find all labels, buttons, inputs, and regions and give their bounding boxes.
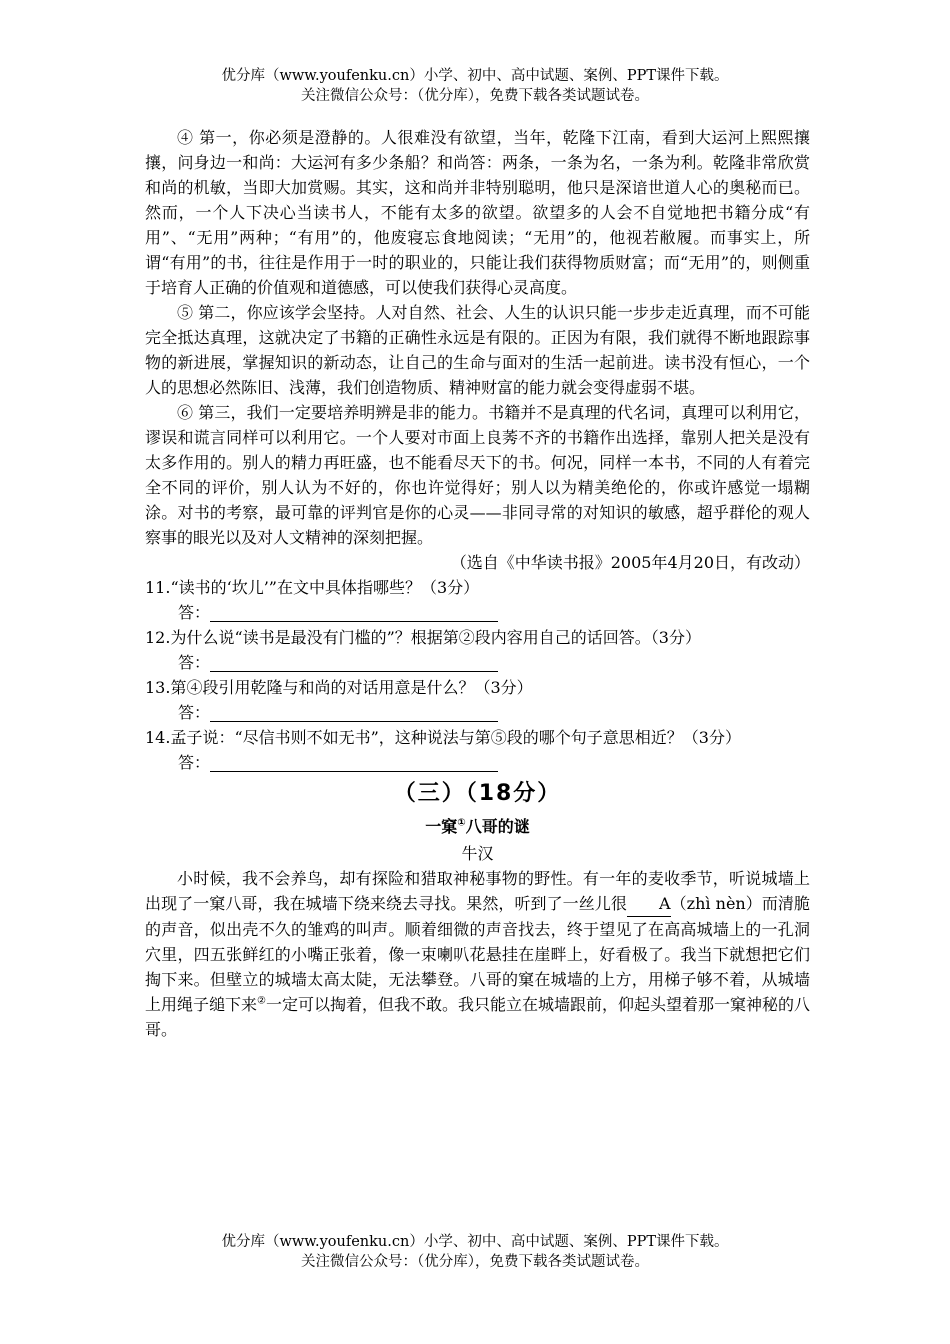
footnote-marker-2: ②	[257, 995, 266, 1007]
story-text-3: 一定可以掏着，但我不敢。我只能立在城墙跟前，仰起头望着那一窠神秘的八哥。	[145, 995, 810, 1039]
answer-line-11	[145, 600, 810, 625]
story-author: 牛汉	[461, 844, 494, 863]
answer-blank-11[interactable]	[210, 603, 498, 622]
story-title-part-a: 一窠	[425, 817, 458, 836]
answer-label: 答：	[178, 753, 211, 772]
answer-blank-13[interactable]	[210, 703, 498, 722]
footer-line-2: 关注微信公众号：（优分库），免费下载各类试题试卷。	[301, 1254, 649, 1270]
footnote-marker-1: ①	[457, 817, 466, 829]
answer-label: 答：	[178, 653, 211, 672]
paragraph-6: ⑥ 第三，我们一定要培养明辨是非的能力。书籍并不是真理的代名词，真理可以利用它，谬误和谎言同样可以利用它。一个人要对市面上良莠不齐的书籍作出选择，靠别人把关是没有太多作用的。别人的精力再旺盛，也不能看尽天下的书。何况，同样一本书，不同的人有着完全不同的评价，别人认为不好的，你也许觉得好；别人以为精美绝伦的，你或许感觉一塌糊涂。对书的考察，最可靠的评判官是你的心灵——非同寻常的对知识的敏感，超乎群伦的观人察事的眼光以及对人文精神的深刻把握。	[145, 403, 810, 547]
question-13: 13.第④段引用乾隆与和尚的对话用意是什么？（3分）	[145, 678, 533, 697]
paragraph-5: ⑤ 第二，你应该学会坚持。人对自然、社会、人生的认识只能一步步走近真理，而不可能完全抵达真理，这就决定了书籍的正确性永远是有限的。正因为有限，我们就得不断地跟踪事物的新进展，掌握知识的新动态，让自己的生命与面对的生活一起前进。读书没有恒心，一个人的思想必然陈旧、浅薄，我们创造物质、精神财富的能力就会变得虚弱不堪。	[145, 303, 810, 397]
header-line-1: 优分库（www.youfenku.cn）小学、初中、高中试题、案例、PPT课件下载。	[221, 68, 729, 84]
footer-line-1: 优分库（www.youfenku.cn）小学、初中、高中试题、案例、PPT课件下载。	[221, 1234, 729, 1250]
question-11: 11.“读书的‘坎儿’”在文中具体指哪些？（3分）	[145, 578, 480, 597]
page-footer	[0, 1232, 950, 1272]
question-14: 14.孟子说：“尽信书则不如无书”，这种说法与第⑤段的哪个句子意思相近？（3分）	[145, 728, 741, 747]
story-text-1: 小时候，我不会养鸟，却有探险和猎取神秘事物的野性。有一年的麦收季节，听说城墙上出现了一窠八哥，我在城墙下绕来绕去寻找。果然，听到了一丝儿很	[145, 869, 810, 913]
answer-label: 答：	[178, 603, 211, 622]
answer-blank-14[interactable]	[210, 753, 498, 772]
story-title	[145, 813, 810, 841]
article-source: （选自《中华读书报》2005年4月20日，有改动）	[450, 553, 810, 572]
answer-line-12	[145, 650, 810, 675]
answer-line-14	[145, 750, 810, 775]
blank-a[interactable]: A	[627, 891, 671, 917]
story-paragraph-1	[145, 866, 810, 1042]
story-text-2: （zhì nèn）而清脆的声音，似出壳不久的雏鸡的叫声。顺着细微的声音找去，终于望见了在高高城墙上的一孔洞穴里，四五张鲜红的小嘴正张着，像一束喇叭花悬挂在崖畔上，好看极了。我当下就想把它们掏下来。但壁立的城墙太高太陡，无法攀登。八哥的窠在城墙的上方，用梯子够不着，从城墙上用绳子缒下来	[145, 894, 810, 1014]
question-12: 12.为什么说“读书是最没有门槛的”？根据第②段内容用自己的话回答。（3分）	[145, 628, 701, 647]
answer-line-13	[145, 700, 810, 725]
header-line-2: 关注微信公众号：（优分库），免费下载各类试题试卷。	[301, 88, 649, 104]
answer-blank-12[interactable]	[210, 653, 498, 672]
paragraph-4: ④ 第一，你必须是澄静的。人很难没有欲望，当年，乾隆下江南，看到大运河上熙熙攘攘，问身边一和尚：大运河有多少条船？和尚答：两条，一条为名，一条为利。乾隆非常欣赏和尚的机敏，当即大加赏赐。其实，这和尚并非特别聪明，他只是深谙世道人心的奥秘而已。然而，一个人下决心当读书人，不能有太多的欲望。欲望多的人会不自觉地把书籍分成“有用”、“无用”两种；“有用”的，他废寝忘食地阅读；“无用”的，他视若敝履。而事实上，所谓“有用”的书，往往是作用于一时的职业的，只能让我们获得物质财富；而“无用”的，则侧重于培育人正确的价值观和道德感，可以使我们获得心灵高度。	[145, 128, 810, 297]
answer-label: 答：	[178, 703, 211, 722]
story-title-part-b: 八哥的谜	[465, 817, 530, 836]
document-body	[145, 125, 810, 1042]
section-heading: （三）（18分）	[393, 781, 562, 806]
page-header	[0, 66, 950, 106]
